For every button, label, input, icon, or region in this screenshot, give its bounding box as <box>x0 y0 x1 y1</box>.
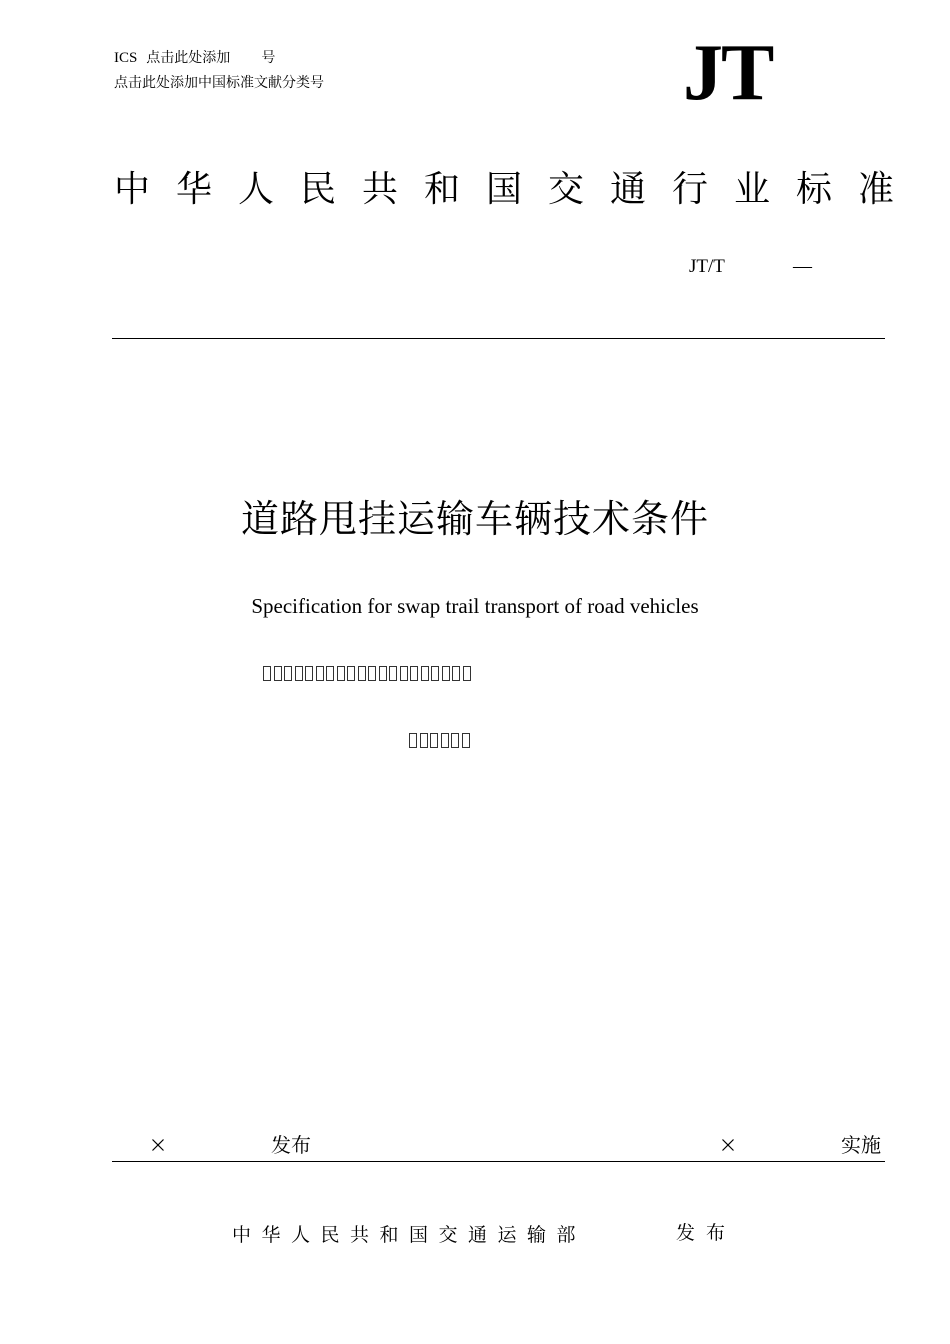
missing-glyph-box <box>441 733 449 748</box>
missing-glyph-box <box>295 666 303 681</box>
issue-date-x-icon <box>151 1138 165 1152</box>
missing-glyph-box <box>326 666 334 681</box>
missing-glyph-box <box>442 666 450 681</box>
ics-suffix: 号 <box>261 50 276 66</box>
ics-classification <box>114 49 275 67</box>
missing-glyph-box <box>389 666 397 681</box>
missing-glyph-box <box>462 733 470 748</box>
missing-glyph-box <box>316 666 324 681</box>
document-title-en: Specification for swap trail transport of road vehicles <box>251 594 699 618</box>
missing-glyph-box <box>420 733 428 748</box>
missing-glyph-box <box>284 666 292 681</box>
issuing-authority: 中华人民共和国交通运输部 <box>232 1224 587 1246</box>
standard-number-prefix: JT/T <box>689 256 725 277</box>
draft-level-missing-glyphs <box>409 733 470 748</box>
missing-glyph-box <box>305 666 313 681</box>
document-title-cn: 道路甩挂运输车辆技术条件 <box>240 497 709 541</box>
missing-glyph-box <box>421 666 429 681</box>
ics-placeholder-field[interactable]: 点击此处添加 <box>146 50 231 66</box>
jt-logo: JT <box>683 29 773 117</box>
issuing-action: 发布 <box>676 1222 737 1244</box>
missing-glyph-box <box>368 666 376 681</box>
missing-glyph-box <box>431 666 439 681</box>
missing-glyph-box <box>337 666 345 681</box>
standard-number-dash: — <box>793 256 812 277</box>
ccs-placeholder-field[interactable]: 点击此处添加中国标准文献分类号 <box>114 75 324 91</box>
ics-prefix: ICS <box>114 50 138 66</box>
implementation-date-label: 实施 <box>841 1133 881 1157</box>
missing-glyph-box <box>347 666 355 681</box>
draft-note-missing-glyphs <box>263 666 471 681</box>
missing-glyph-box <box>400 666 408 681</box>
industry-standard-title: 中华人民共和国交通行业标准 <box>114 169 921 210</box>
date-divider <box>112 1161 885 1162</box>
missing-glyph-box <box>430 733 438 748</box>
missing-glyph-box <box>410 666 418 681</box>
missing-glyph-box <box>463 666 471 681</box>
missing-glyph-box <box>409 733 417 748</box>
missing-glyph-box <box>451 733 459 748</box>
implementation-date-x-icon <box>721 1138 735 1152</box>
issue-date-label: 发布 <box>271 1133 311 1157</box>
missing-glyph-box <box>274 666 282 681</box>
missing-glyph-box <box>452 666 460 681</box>
missing-glyph-box <box>358 666 366 681</box>
header-divider <box>112 338 885 339</box>
missing-glyph-box <box>263 666 271 681</box>
missing-glyph-box <box>379 666 387 681</box>
